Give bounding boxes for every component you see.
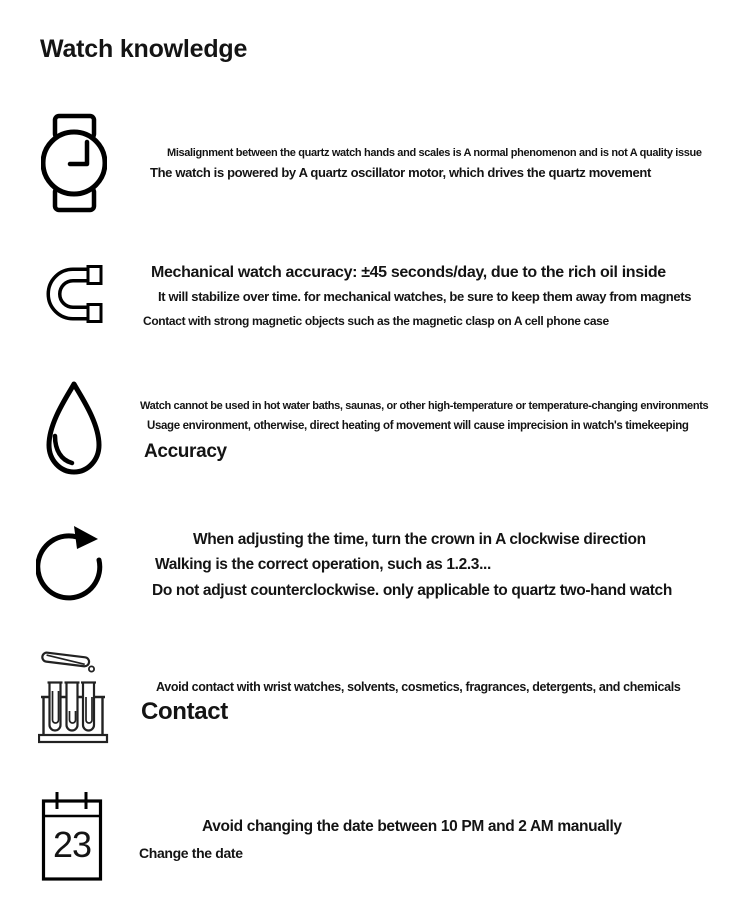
page-title: Watch knowledge [40, 35, 248, 63]
section6-subline: Change the date [139, 845, 243, 861]
calendar-day-number: 23 [52, 824, 92, 865]
section2-heading: Mechanical watch accuracy: ±45 seconds/day, due to the rich oil inside [151, 264, 666, 281]
section5-heading: Contact [141, 698, 228, 725]
magnet-icon [46, 264, 104, 326]
section2-note: Contact with strong magnetic objects such as the magnetic clasp on A cell phone case [143, 314, 609, 328]
section3-subline: Usage environment, otherwise, direct heating of movement will cause imprecision in watch's timekeeping [147, 420, 689, 432]
section2-subline: It will stabilize over time. for mechanical watches, be sure to keep them away from magnets [158, 289, 692, 304]
test-tubes-icon [38, 641, 126, 751]
section1-note: Misalignment between the quartz watch hands and scales is A normal phenomenon and is not A quality issue [167, 147, 702, 159]
section3-note: Watch cannot be used in hot water baths, saunas, or other high-temperature or temperature-changing environments [140, 400, 709, 412]
section5-note: Avoid contact with wrist watches, solvents, cosmetics, fragrances, detergents, and chemicals [156, 680, 681, 694]
section1-heading: The watch is powered by A quartz oscillator motor, which drives the quartz movement [150, 165, 651, 180]
section4-note: Do not adjust counterclockwise. only applicable to quartz two-hand watch [152, 582, 672, 599]
section6-heading: Avoid changing the date between 10 PM and 2 AM manually [202, 818, 622, 835]
water-drop-icon [42, 379, 106, 478]
section3-heading: Accuracy [144, 441, 227, 462]
clockwise-arrow-icon [36, 515, 114, 617]
watch-icon [41, 113, 107, 213]
section4-heading: When adjusting the time, turn the crown in A clockwise direction [193, 531, 646, 548]
section4-subline: Walking is the correct operation, such as 1.2.3... [155, 556, 491, 573]
